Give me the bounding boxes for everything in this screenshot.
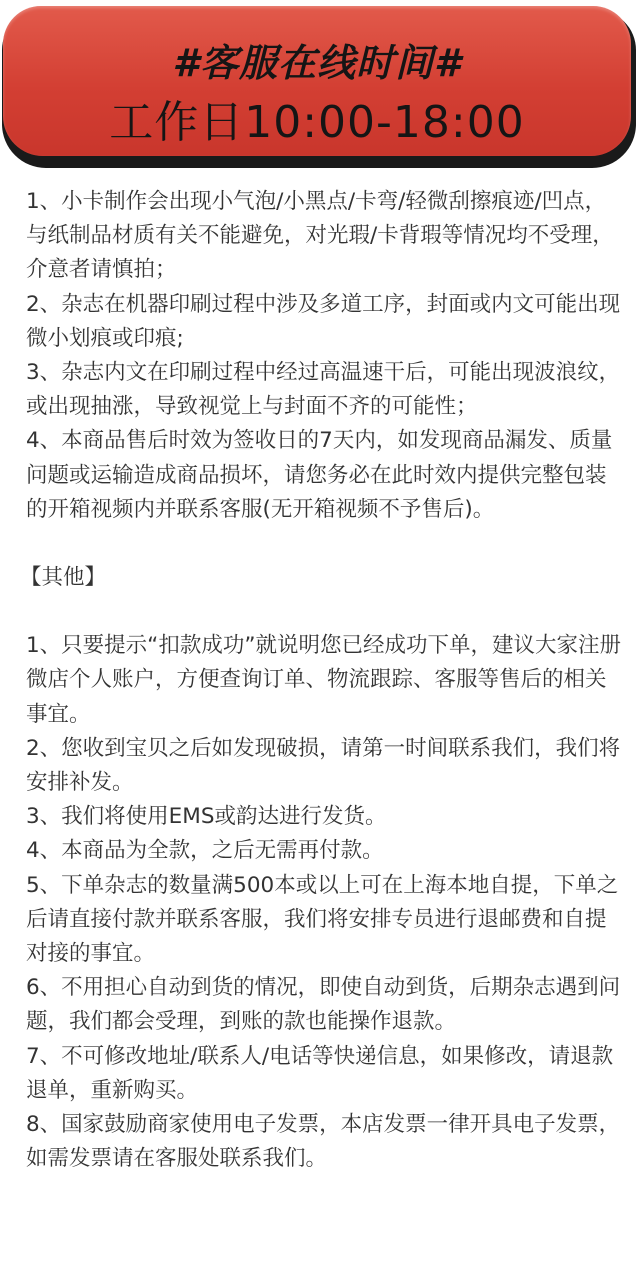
other-item-5: 5、下单杂志的数量满500本或以上可在上海本地自提，下单之后请直接付款并联系客服，我们将安排专员进行退邮费和自提对接的事宜。 [26, 872, 619, 967]
other-item-2: 2、您收到宝贝之后如发现破损，请第一时间联系我们，我们将安排补发。 [26, 735, 621, 796]
banner-panel [3, 6, 631, 156]
other-item-1: 1、只要提示“扣款成功”就说明您已经成功下单，建议大家注册微店个人账户，方便查询订单、物流跟踪、客服等售后的相关事宜。 [26, 633, 621, 727]
other-item-3: 3、我们将使用EMS或韵达进行发货。 [26, 804, 387, 830]
banner-title: #客服在线时间# [172, 41, 462, 85]
service-hours-banner [0, 0, 640, 180]
banner-hours: 工作日10:00-18:00 [109, 97, 525, 148]
spacer [26, 595, 622, 629]
note-item-2: 2、杂志在机器印刷过程中涉及多道工序，封面或内文可能出现微小划痕或印痕; [26, 291, 621, 351]
other-item-8: 8、国家鼓励商家使用电子发票，本店发票一律开具电子发票，如需发票请在客服处联系我们。 [26, 1112, 621, 1172]
other-item-4: 4、本商品为全款，之后无需再付款。 [26, 838, 384, 864]
spacer [26, 527, 622, 561]
other-item-6: 6、不用担心自动到货的情况，即使自动到货，后期杂志遇到问题，我们都会受理，到账的款也能操作退款。 [26, 975, 621, 1035]
notice-content [20, 185, 622, 1176]
other-section-heading: 【其他】 [20, 565, 107, 591]
note-item-4: 4、本商品售后时效为签收日的7天内，如发现商品漏发、质量问题或运输造成商品损坏，请您务必在此时效内提供完整包装的开箱视频内并联系客服(无开箱视频不予售后)。 [26, 428, 613, 522]
other-item-7: 7、不可修改地址/联系人/电话等快递信息，如果修改，请退款退单，重新购买。 [26, 1043, 614, 1103]
note-item-3: 3、杂志内文在印刷过程中经过高温速干后，可能出现波浪纹，或出现抽涨，导致视觉上与封面不齐的可能性； [26, 360, 621, 420]
note-item-1: 1、小卡制作会出现小气泡/小黑点/卡弯/轻微刮擦痕迹/凹点，与纸制品材质有关不能避免，对光瑕/卡背瑕等情况均不受理，介意者请慎拍； [26, 189, 614, 283]
